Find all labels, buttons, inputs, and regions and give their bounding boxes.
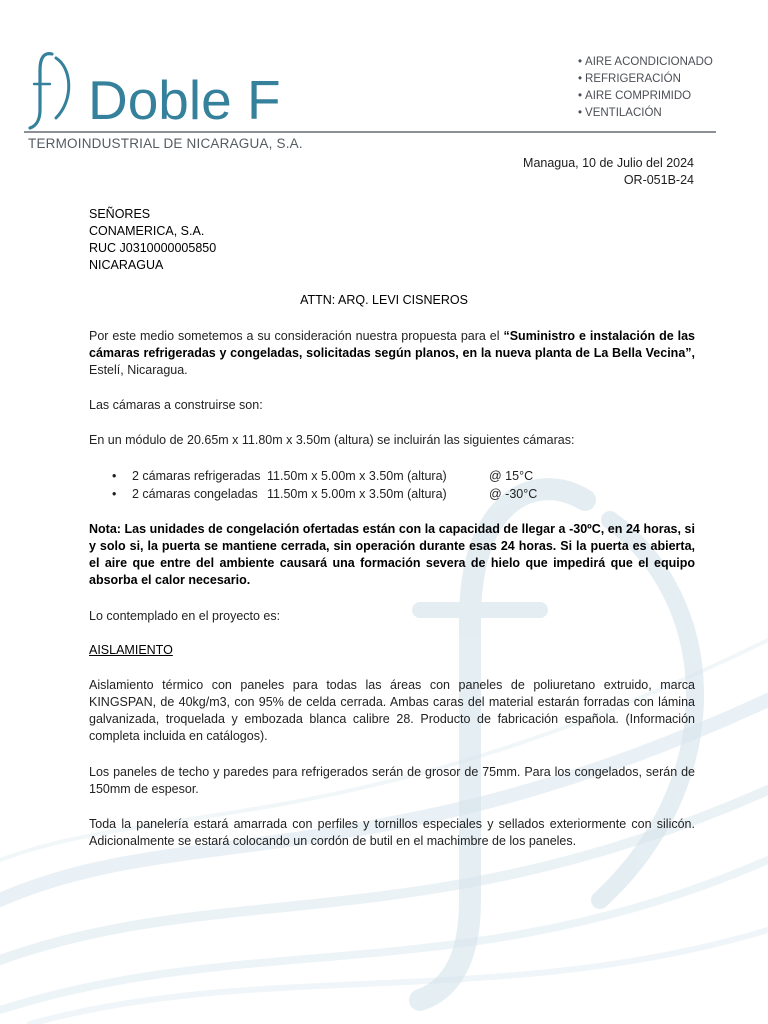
recipient-line: NICARAGUA: [89, 258, 164, 272]
list-item: • 2 cámaras refrigeradas 11.50m x 5.00m x 3.50m (altura) @ 15°C: [112, 467, 537, 485]
service-item: • REFRIGERACIÓN: [578, 73, 681, 85]
recipient-address: [89, 206, 695, 274]
services-list: [578, 54, 713, 122]
attention-line: ATTN: ARQ. LEVI CISNEROS: [300, 293, 468, 307]
chambers-list: [112, 467, 537, 503]
project-title: “Suministro e instalación de las cámaras refrigeradas y congeladas, solicitadas según planos, en la nueva planta de La Bella Vecina”,: [89, 329, 695, 360]
company-subtitle: TERMOINDUSTRIAL DE NICARAGUA, S.A.: [28, 136, 303, 151]
recipient-line: CONAMERICA, S.A.: [89, 224, 205, 238]
insulation-paragraph: Aislamiento térmico con paneles para todas las áreas con paneles de poliuretano extruido, marca KINGSPAN, de 40kg/m3, con 95% de celda cerrada. Ambas caras del material estarán forradas con lámina galvanizada, troquelada y embozada blanca calibre 28. Producto de fabricación española. (Información completa incluida en catálogos).: [89, 678, 695, 743]
module-description: En un módulo de 20.65m x 11.80m x 3.50m (altura) se incluirán las siguientes cámaras:: [89, 433, 575, 447]
panel-thickness-paragraph: Los paneles de techo y paredes para refrigerados serán de grosor de 75mm. Para los congelados, serán de 150mm de espesor.: [89, 765, 695, 796]
service-item: • VENTILACIÓN: [578, 107, 662, 119]
header-divider: [24, 131, 716, 133]
note-paragraph: Nota: Las unidades de congelación ofertadas están con la capacidad de llegar a -30ºC, en 24 horas, si y solo si, la puerta se mantiene cerrada, sin operación durante esas 24 horas. Si la puerta es abierta, el aire que entre del ambiente causará una formación severa de hielo que impedirá que el equipo absorba el calor necesario.: [89, 522, 695, 587]
intro-paragraph: Por este medio sometemos a su consideración nuestra propuesta para el “Suministro e instalación de las cámaras refrigeradas y congeladas, solicitadas según planos, en la nueva planta de La Bella Vecina”, Estelí, Nicaragua.: [89, 329, 695, 377]
section-heading: AISLAMIENTO: [89, 643, 173, 657]
list-item: • 2 cámaras congeladas 11.50m x 5.00m x 3.50m (altura) @ -30°C: [112, 485, 537, 503]
doble-f-logo-mark-icon: [26, 48, 86, 132]
panel-installation-paragraph: Toda la panelería estará amarrada con perfiles y tornillos especiales y sellados exteriormente con silicón. Adicionalmente se estará colocando un cordón de butil en el machimbre de los paneles.: [89, 817, 695, 848]
letter-date: Managua, 10 de Julio del 2024: [523, 156, 694, 170]
date-block: [523, 155, 694, 189]
chambers-intro: Las cámaras a construirse son:: [89, 398, 263, 412]
letter-reference: OR-051B-24: [623, 173, 694, 187]
brand-name: Doble F: [88, 69, 281, 131]
scope-intro: Lo contemplado en el proyecto es:: [89, 609, 281, 623]
service-item: • AIRE ACONDICIONADO: [578, 56, 713, 68]
service-item: • AIRE COMPRIMIDO: [578, 90, 692, 102]
company-logo: [26, 48, 296, 132]
recipient-line: RUC J0310000005850: [89, 241, 217, 255]
recipient-line: SEÑORES: [89, 207, 151, 221]
